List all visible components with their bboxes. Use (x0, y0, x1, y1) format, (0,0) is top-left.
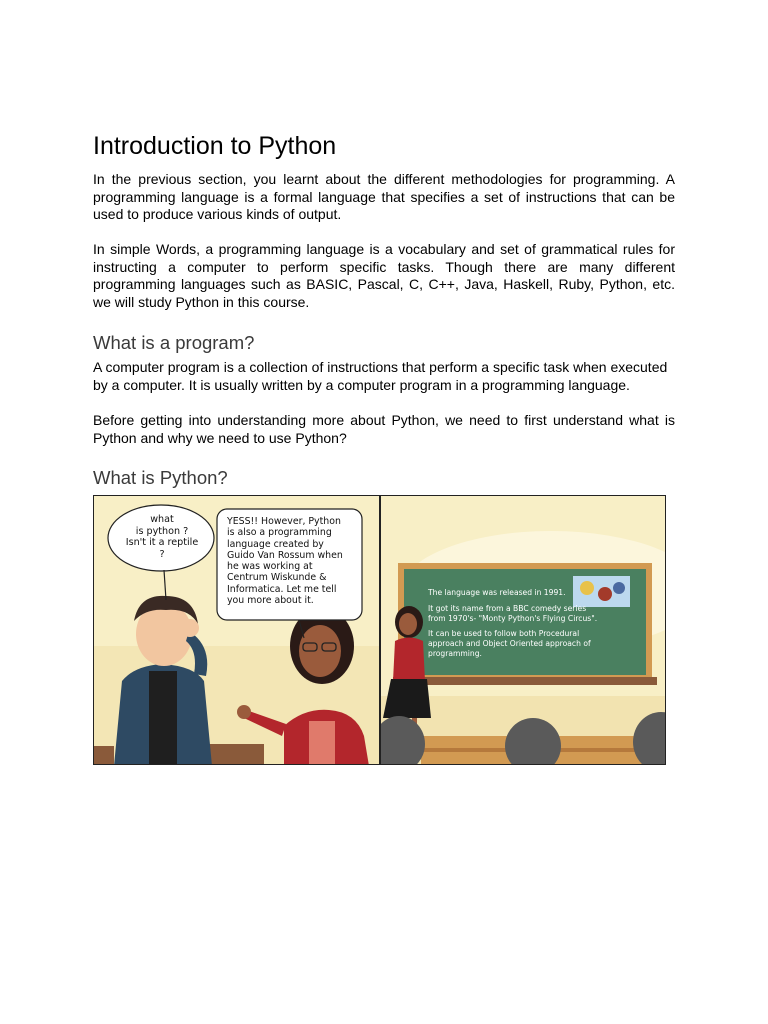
program-paragraph-2: Before getting into understanding more about Python, we need to first understand what is Python and why we need to use Python? (93, 412, 675, 446)
program-paragraph-1: A computer program is a collection of instructions that perform a specific task when executed by a computer. It is usually written by a computer program in a programming language. (93, 359, 668, 393)
boy-bubble-line: Isn't it a reptile (125, 537, 199, 548)
teacher-speech-bubble (227, 516, 359, 606)
board-line: The language was released in 1991. (428, 588, 566, 597)
intro-paragraph-1: In the previous section, you learnt about the different methodologies for programming. A programming language is a formal language that specifies a set of instructions that can be used to produce various kinds of output. (93, 171, 675, 223)
board-line: programming. (428, 649, 482, 658)
teacher-bubble-line: is also a programming (227, 527, 332, 539)
teacher-bubble-line: you more about it. (227, 595, 314, 607)
boy-bubble-line: is python ? (135, 525, 189, 537)
boy-bubble-line: ? (159, 548, 165, 560)
boy-bubble-line: what (150, 514, 174, 525)
teacher-bubble-line: Informatica. Let me tell (227, 583, 337, 595)
page-title: Introduction to Python (93, 132, 337, 160)
board-line: from 1970's- "Monty Python's Flying Circus". (428, 614, 598, 623)
teacher-bubble-line: YESS!! However, Python (227, 516, 341, 527)
comic-panel-1 (93, 495, 380, 765)
comic-panel-2 (380, 495, 666, 765)
boy-speech-bubble (110, 514, 214, 560)
teacher-bubble-line: language created by (227, 538, 324, 550)
teacher-bubble-line: Guido Van Rossum when (227, 549, 343, 561)
teacher-bubble-line: Centrum Wiskunde & (227, 572, 327, 584)
board-line: It got its name from a BBC comedy series (428, 604, 587, 613)
board-line: It can be used to follow both Procedural (428, 629, 580, 638)
board-line: approach and Object Oriented approach of (428, 639, 591, 648)
teacher-bubble-line: he was working at (227, 561, 313, 573)
section-heading-python: What is Python? (93, 467, 228, 488)
section-heading-program: What is a program? (93, 332, 255, 353)
intro-paragraph-2: In simple Words, a programming language is a vocabulary and set of grammatical rules for instructing a computer to perform specific tasks. Though there are many different programming languages such as BASIC, Pascal, C, C++, Java, Haskell, Ruby, Python, etc. we will study Python in this course. (93, 241, 675, 310)
